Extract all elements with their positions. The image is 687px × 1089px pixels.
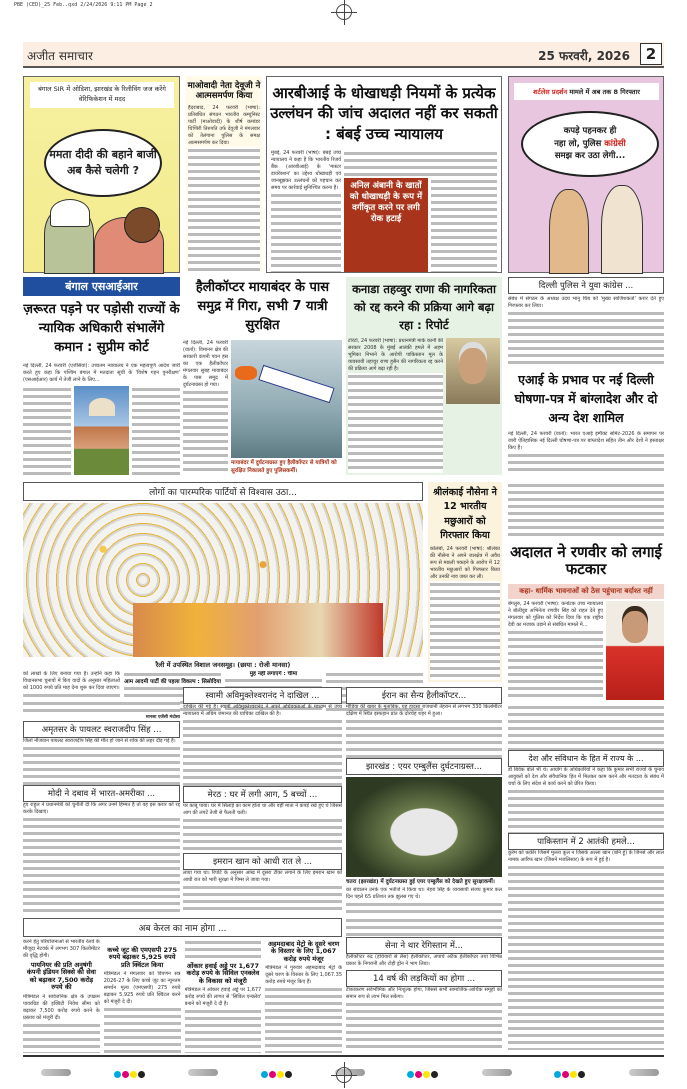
article-text-fill [183,884,342,914]
article-text-fill [508,629,603,701]
registration-mark-icon [336,4,352,20]
article-text-fill [348,373,443,473]
headline: आरबीआई के धोखाधड़ी नियमों के प्रत्येक उल्लंघन की जांच अदालत नहीं कर सकती : बंबई उच्च न्यायालय [270,84,498,143]
article-text-fill [346,718,502,758]
kicker-iran: ईरान का सैन्य हैलीकॉप्टर... [346,687,502,704]
gray-bar-icon [188,1069,218,1076]
face-icon [124,207,160,243]
speech-line: कपड़े पहनकर ही [563,125,617,136]
headline: ज़रूरत पड़ने पर पड़ोसी राज्यों के न्यायिक अधिकारी संभालेंगे कमान : सुप्रीम कोर्ट [23,302,180,355]
headline: अहमदाबाद मेट्रो के दूसरे चरण के विस्तार के लिए 1,067 करोड़ रुपये मंजूर [268,940,340,963]
article-body: को लाखों के लिए बनाया गया है। उन्होंने कहा कि विधानसभा चुनावों में किए वादों के अनुसार महिलाओं को 1000 रुपये प्रति माह देना शुरू कर दिया जाएगा। [23,671,120,691]
article-text-fill [185,1008,262,1053]
article-body: संबंध में संगठन के अध्यक्ष उदय भानु चिब को 'मुख्य साजिशकर्ता' करार देते हुए गिरफ्तार कर लिया। [508,296,664,309]
article-text-fill [508,704,664,750]
article-body: मंत्रिमंडल ने ओंकार हवाई अड्डे पर 1,677 करोड़ रुपये की लागत से 'सिविल एन्क्लेव' बनाने को मंजूरी दे दी है। [184,987,262,1008]
article-body: जिलों नौजवान पायलट स्वराजदीप सिंह की मौत हो जाने से शोक की लहर दौड़ गई है। [23,738,176,744]
subhead: आम आदमी पार्टी की पहला विकल्प : सिसोदिया [124,679,221,685]
cartoon-left-speech: ममता दीदी की बहाने बाजी अब कैसे चलेगी ? [44,129,162,197]
article-text-fill [183,817,342,853]
gray-bar-icon [482,1069,512,1076]
article-text-fill [346,901,502,914]
pullquote-anil-ambani: अनिल अंबानी के खातों को धोखाधड़ी के रूप में वर्गीकृत करने पर लगी रोक हटाई [344,178,428,272]
kicker-meerut: मेरठ : घर में लगी आग, 5 बच्चों ... [183,786,342,803]
cmyk-dots-icon [261,1063,293,1082]
headline: कनाडा तहव्वुर राणा की नागरिकता को रद्द करने की प्रक्रिया आगे बढ़ा रहा : रिपोर्ट [352,282,496,332]
article-ranveer [508,482,664,700]
article-helicopter [183,277,342,475]
photo-caption: मायाबंदर में दुर्घटनाग्रस्त हुए हैलीकॉप्टर से यात्रियों को सुरक्षित निकालते हुए पुलिसकर्मी। [231,460,337,474]
headline: हैलीकॉप्टर मायाबंदर के पास समुद्र में गिरा, सभी 7 यात्री सुरक्षित [195,280,330,333]
supreme-court-photo [74,386,129,475]
article-canada [346,277,502,475]
footer-rule [23,1055,664,1057]
article-text-fill [431,178,497,272]
article-body: का संचालन उनके एक भतीजे ने किया था। नेहरा सिंह के व्यवसायी संजय कुमार कल दिन पहले 65 प्रतिशत तक झुलस गए थे। [346,886,502,900]
article-text-fill [23,816,180,914]
life-ring-icon [235,366,257,380]
article-text-fill [508,452,664,475]
article-body: मंत्रिमंडल ने मंगलवार को विपणन सत्र 2026-27 के लिए कच्चे जूट का न्यूनतम समर्थन मूल्य (एमएसपी) 275 रुपये बढ़ाकर 5,925 रुपये प्रति क्विंटल करने को मंजूरी दे दी। [103,971,181,1006]
article-text-fill [344,150,497,178]
speech-text: नहा लो, पुलिस [554,138,602,149]
gray-bar-icon [629,1069,659,1076]
cmyk-dots-icon [407,1063,439,1082]
cartoon-figure-icon [601,185,643,274]
headline: ओंकार हवाई अड्डे पर 1,677 करोड़ रुपये के सिविल एनक्लेव के विकास को मंजूरी [186,962,260,985]
page-number: 2 [640,43,662,65]
kicker-pakistan: पाकिस्तान में 2 आतंकी हमले... [508,833,664,850]
column-4-lower [508,704,664,1050]
article-text-fill [183,718,342,786]
article-text-fill [265,986,342,1053]
article-text-fill [124,671,221,679]
kicker-rally: लोगों का पारम्परिक पार्टियों से विश्वास उठा... [23,482,423,501]
gray-bar-icon [41,1069,71,1076]
subhead: कहा- धार्मिक भावनाओं को ठेस पहुंचाना बर्दाश्त नहीं [508,584,664,599]
article-body: कुर्रम को फ़क़ीर जिसमें मुल्ला कूल न जिसके अल्ला खान (बोर्न हूं) के जिनसे और लाल नामक आरिफ खान (जिसने मजलिसार) के रूप में हुई है। [508,850,664,863]
article-text-fill [188,147,260,273]
article-text-fill [508,482,664,538]
photo-caption: रैली में उपस्थित विशाल जनसमूह। (छाया : रोजी मानसा) [155,661,291,669]
ranveer-photo [606,601,664,701]
article-maoist [186,76,262,273]
cartoon-left-title: बंगाल SIR में ओडिशा, झारखंड के रिलीविंग जज करेंगे वेरिफिकेशन में मदद [30,82,174,108]
article-text-fill [346,1001,502,1052]
rally-crowd-photo [23,503,423,657]
article-body: कोलंबो, 24 फरवरी (भाषा): श्रीलंका की नौसेना ने अपने जलक्षेत्र में अवैध रूप से मछली पकड़ने के आरोप में 12 भारतीय मछुआरों को गिरफ्तार किया और उनकी नाव जब्त कर ली। [430,546,500,580]
cmyk-dots-icon [554,1063,586,1082]
speech-line [554,138,626,151]
article-column-right [508,277,664,475]
article-body: पर काबू पाया। घर में सिलाई का काम होता था और वहीं माता ने कपड़े रखे हुए थे जिससे आग की लपटें तेजी से फैलती चली। [183,803,342,816]
article-body: लाया गया था। रिपोर्ट के अनुसार आंख में दूसरा टीका लगाने के लिए इमरान खान को आधी रात को भारी सुरक्षा में पिम्स ले जाया गया। [183,870,342,883]
article-bengal-sir [23,277,180,475]
article-body: मुंबई, 24 फरवरी (भाषा): बंबई उच्च न्यायालय ने कहा है कि भारतीय रिजर्व बैंक (आरबीआई) के 'मास्टर डायरेक्शन' का उद्देश्य धोखाधड़ी एवं जानबूझकर उल्लंघनों को पहचान कर समय पर कार्रवाई सुनिश्चित करना है। [271,149,341,191]
cartoon-right-title [514,83,659,100]
kicker-girls: 14 वर्ष की लड़कियों का होगा ... [346,970,502,987]
title-rest: मामले में अब तक 8 गिरफ्तार [569,88,640,96]
air-ambulance-photo [346,777,502,877]
kicker-delhi-police: दिल्ली पुलिस ने युवा कांग्रेस ... [508,277,664,294]
tahawwur-rana-photo [446,338,500,404]
article-text-fill [185,939,262,961]
issue-date: 25 फरवरी, 2026 [538,49,630,63]
article-body: बेंगलुरु, 24 फरवरी (भाषा): कर्नाटक उच्च न्यायालय ने बॉलीवुड अभिनेता रणवीर सिंह को राहत देते हुए मंगलवार को पुलिस को निर्देश दिया कि एक राष्ट्रीय देवी का मजाक उड़ाने से संबंधित मामले में... [508,600,603,628]
print-slug: PBE (CED)_25 Feb..qxd 2/24/2026 9:11 PM Page 2 [14,2,153,8]
article-text-fill [508,310,664,365]
article-body: हैलीकॉप्टर रुद्र (हथियारों से लैस) हेलीकॉप्टर, अपाचे अटैक हेलीकॉप्टर तथा विभिन्न प्रकार के निगरानी और टोही ड्रोन ने भाग लिया। [346,954,502,967]
article-text-fill [430,581,500,680]
cartoon-left [23,76,180,273]
title-highlight: शर्टलेस प्रदर्शन [533,88,568,96]
article-text-fill [23,700,180,714]
kerala-section [23,918,342,1052]
article-text-fill [23,745,180,785]
dome-icon [89,398,115,416]
kicker-modi: मोदी ने दबाव में भारत-अमरीका ... [23,785,180,802]
headline: पायनियर की प्रति अनुषंगी कंपनी इंडियन सिक्से की सेवा को बढ़ाकर 7,500 करोड़ रुपये की [26,961,96,992]
section-band: बंगाल एसआईआर [23,277,180,296]
photo-caption: चतरा (झारखंड) में दुर्घटनाग्रस्त हुई एयर एम्बुलैंस को देखते हुए सुरक्षाकर्मी। [346,879,495,885]
article-body: नई दिल्ली, 24 फरवरी (एजेंसियां): उच्चतम न्यायालय ने एक महत्वपूर्ण आदेश जारी करते हुए कहा कि पश्चिम बंगाल में मतदाता सूची के 'विशेष गहन पुनरीक्षण' (एसआईआर) कार्य में तेजी लाने के लिए... [23,362,180,383]
column-1-lower [23,700,180,914]
article-body: डॉ बिवेक बोले भी थे। आयोग के अधिकारियों ने कहा कि कुमार सभी राज्यों के चुनाव आयुक्तों को देश और संवैधानिक हित में मिलकर काम करने और मतदाता के संबंध में चर्चा के लिए संदेश से कार्य करने को प्रेरित किया। [508,767,664,787]
article-body: मीडिया की खबर के मुताबिक, यह हादसा राजधानी तेहरान से लगभग 330 किलोमीटर दक्षिण में स्थित इस्फहान प्रांत के दोरचेह शहर में हुआ। [346,704,502,717]
kicker-amritsar: अमृतसर के पायलट स्वराजदीप सिंह ... [23,721,180,738]
article-rbi [266,76,502,273]
cartoon-figure-icon [549,189,589,274]
column-3-bottom [346,917,502,1052]
rally-section [23,482,423,700]
article-text-fill [104,1006,181,1053]
kicker-imran: इमरान खान को आधी रात ले ... [183,853,342,870]
registration-mark-icon [336,1067,352,1083]
cartoon-right-speech [521,111,659,177]
kicker-jharkhand: झारखंड : एयर एम्बुलैंस दुर्घटनाग्रस्त... [346,758,502,775]
cmyk-dots-icon [114,1063,146,1082]
article-body: मंत्रिमंडल ने गुरुवार अहमदाबाद मेट्रो के दूसरे चरण के विस्तार के लिए 1,067.35 करोड़ रुपये मंजूर किए हैं। [265,965,342,986]
kicker-desh: देश और संविधान के हित में राज्य के ... [508,750,664,767]
article-body: नई दिल्ली, 24 फरवरी (वार्ता): विमानन क्षेत्र की सरकारी कंपनी पवन हंस का एक हैलीकॉप्टर मंगलवार सुबह मायाबंदर के पास समुद्र में दुर्घटनाग्रस्त हो गया। [183,339,228,388]
cap-icon [50,199,90,227]
article-text-fill [132,386,180,475]
article-body: हैदराबाद, 24 फरवरी (भाषा): प्रतिबंधित संगठन भारतीय कम्युनिस्ट पार्टी (माओवादी) के शीर्ष कमांडर थिप्पिरी तिरुपति उर्फ देवूजी ने मंगलवार को तेलंगाना पुलिस के समक्ष आत्मसमर्पण कर दिया। [188,104,260,146]
crowd-front-row [133,603,383,657]
article-srilanka [428,482,502,682]
article-body: दाखिल की गई है। स्वामी अविमुक्तेश्वरानंद ने अपने अधिवक्ताओं के माध्यम से उच्च न्यायालय में अग्रिम जमानत की याचिका दाखिल की है। [183,704,342,717]
police-boat-icon [258,364,334,402]
headline-ai-summit: एआई के प्रभाव पर नई दिल्ली घोषणा-पत्र में बांग्लादेश और दो अन्य देश शामिल [514,372,658,425]
photo-credit: मानसा एजेंसी मंदोसा [145,715,180,720]
headline: श्रीलंकाई नौसेना ने 12 भारतीय मछुआरों को गिरफ्तार किया [433,487,497,541]
speech-highlight: कांग्रेसी [604,138,626,149]
article-text-fill [508,788,664,833]
kicker-sena: सेना ने थार रेगिस्तान में... [346,937,502,954]
kicker-swami: स्वामी अविमुक्तेश्वरानंद ने दाखिल ... [183,687,342,704]
cartoon-right [508,76,664,273]
headline: अदालत ने रणवीर को लगाई फटकार [510,543,662,579]
face-icon [622,611,648,643]
article-body: नई दिल्ली, 24 फरवरी (वार्ता): भारत एआई इम्पैक्ट समिट-2026 के समापन पर जारी ऐतिहासिक नई दिल्ली घोषणा-पत्र पर बांग्लादेश सहित तीन और देशों ने हस्ताक्षर किए हैं। [508,431,664,452]
kicker-kerala: अब केरल का नाम होगा ... [23,918,342,937]
article-body: करने हेतु परियोजनाओं से भारतीय रेलवे के मौजूदा नेटवर्क में लगभग 307 किलोमीटर की वृद्धि होगी। [23,939,100,959]
masthead [23,42,664,68]
column-3-lower [346,687,502,914]
article-body: हुए राहुल ने प्रधानमंत्री को चुनौती दी कि अगर उनमें हिम्मत है तो वह इस करार को रद्द करके दिखाएं। [23,802,180,815]
article-text-fill [508,864,664,1050]
article-body: टीकाकरण सर्वभौमिक और निःशुल्क होगा, जिससे सभी सामाजिक-आर्थिक समूहों को समान रूप से लाभ मिल सकेगा। [346,987,502,1000]
face-icon [459,348,487,384]
article-body: मंत्रिमंडल ने सार्वजनिक क्षेत्र के उपक्रम पावरग्रिड की इक्विटी निवेश सीमा को बढ़ाकर 7,500 करोड़ रुपये करने के प्रस्ताव को मंजूरी दी। [23,993,100,1021]
article-body: टोरंटो, 24 फरवरी (भाषा): प्रधानमंत्री मार्क कार्नी की सरकार 2008 के मुंबई आतंकी हमले में अहम भूमिका निभाने के आरोपी पाकिस्तान मूल के व्यवसायी तहव्वुर राणा हुसैन की नागरिकता रद्द करने की प्रक्रिया आगे बढ़ा रही है। [348,338,443,373]
column-2-lower [183,687,342,914]
speech-line: समझ कर उठा लेगी... [554,151,626,162]
headline: कच्चे जूट की एमएसपी 275 रुपये बढ़ाकर 5,925 रुपये प्रति क्विंटल किया [107,946,178,969]
article-text-fill [346,917,502,937]
rescue-photo [231,340,342,459]
article-text-fill [23,1022,100,1053]
subhead: मुंह नहीं लगाएंगे : चीमा [249,671,298,677]
article-text-fill [183,389,228,475]
article-text-fill [23,386,71,475]
headline: माओवादी नेता देवूजी ने आत्मसमर्पण किया [187,81,261,101]
article-text-fill [271,192,341,272]
newspaper-name: अजीत समाचार [27,49,93,63]
